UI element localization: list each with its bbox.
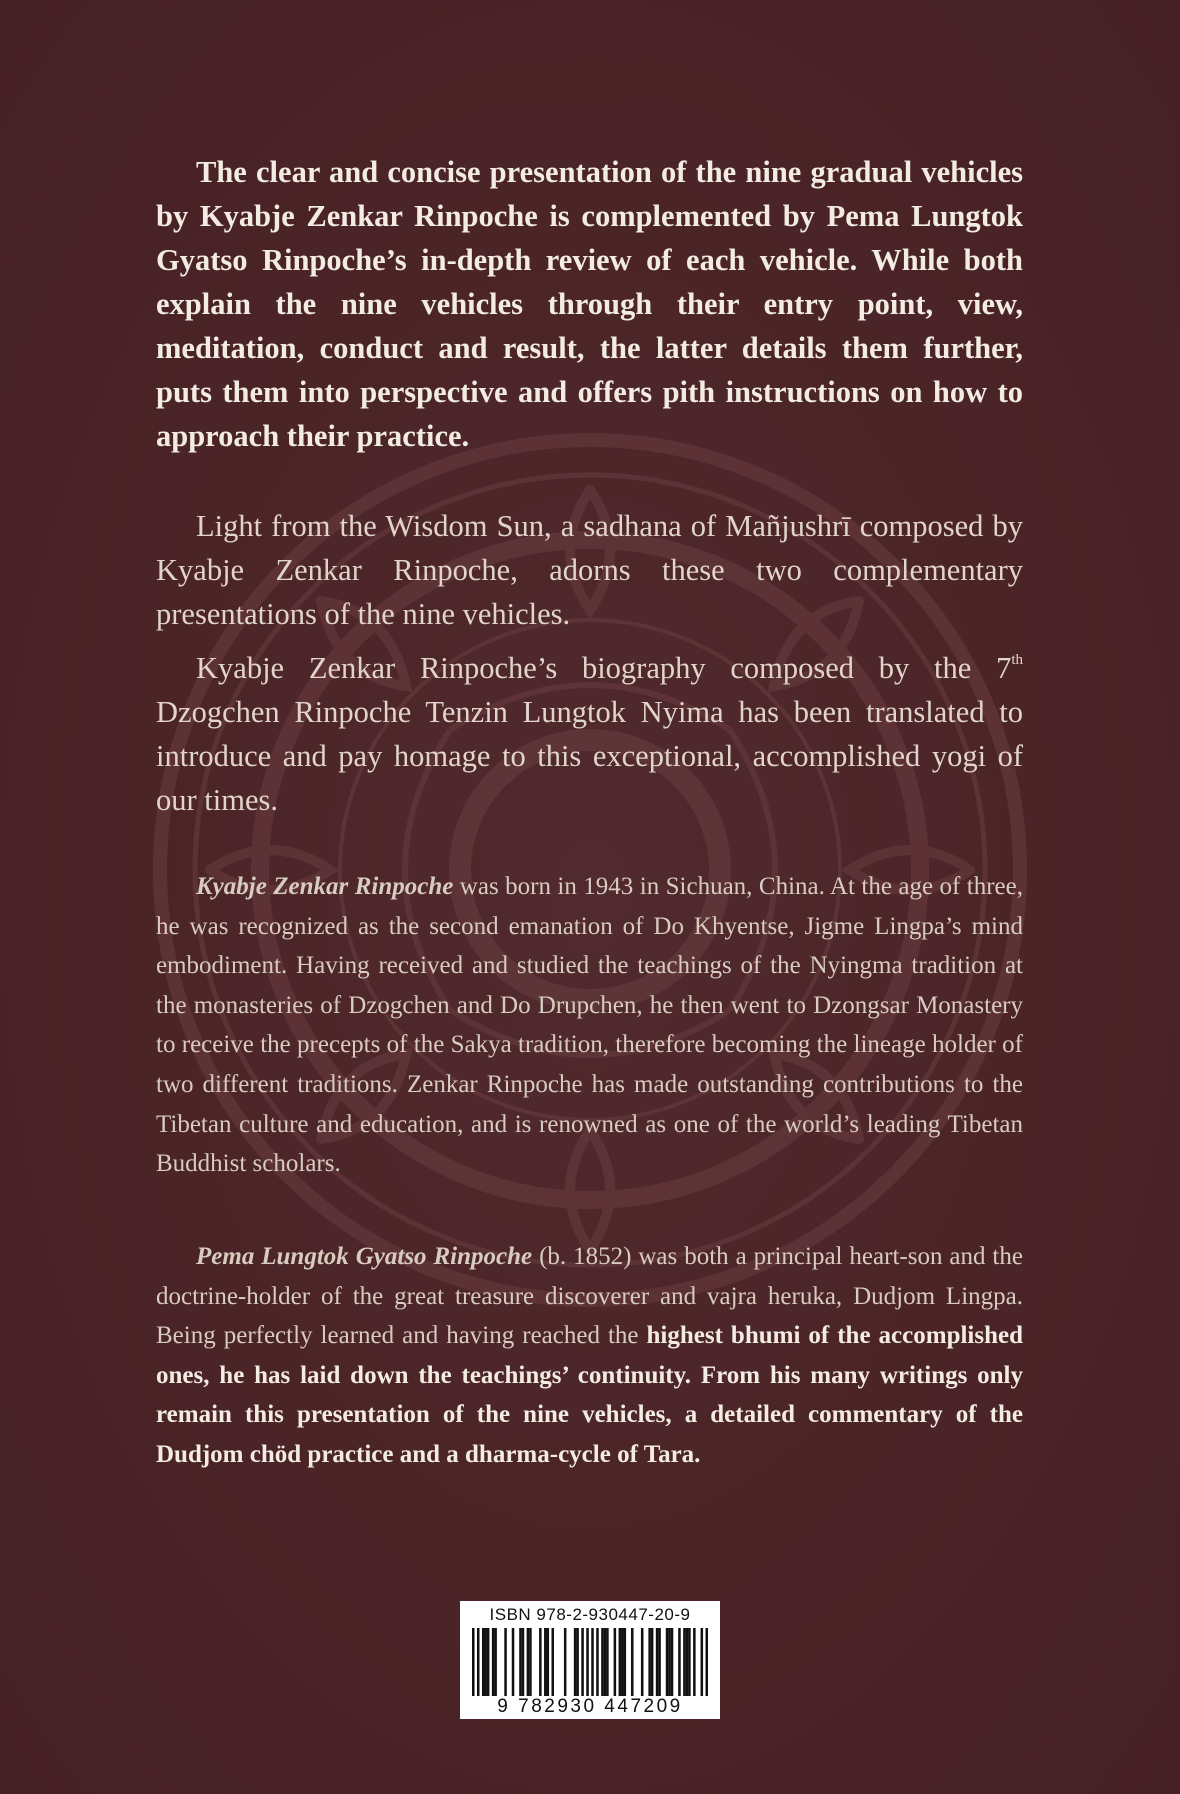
zenkar-bio-body: was born in 1943 in Sichuan, China. At the age of three, he was recognized as the second emanation of Do Khyentse, Jigme Lingpa’s mind embodiment. Having received and studied the teachings of the Nyingma tradition at the monasteries of Dzogchen and Do Drupchen, he then went to Dzongsar Monastery to receive the precepts of the Sakya tradition, therefore becoming the lineage holder of two different traditions. Zenkar Rinpoche has made outstanding contributions to the Tibetan culture and education, and is renowned as one of the world’s leading Tibetan Buddhist scholars. bbox=[156, 873, 1024, 1178]
barcode-bar bbox=[487, 1628, 490, 1696]
barcode-bar bbox=[596, 1628, 599, 1696]
barcode-bar bbox=[544, 1628, 547, 1696]
zenkar-biography-text bbox=[156, 867, 1023, 1184]
pema-bio-body: (b. 1852) was both a principal heart-son and the doctrine-holder of the great treasure discoverer and vajra heruka, Dudjom Lingpa. Being perfectly learned and having reached the bbox=[156, 1243, 1023, 1350]
barcode-bar bbox=[614, 1628, 617, 1696]
barcode-bar bbox=[624, 1628, 627, 1696]
barcode-bar bbox=[494, 1628, 497, 1696]
zenkar-biography bbox=[156, 867, 1023, 1184]
barcode-bar bbox=[706, 1628, 708, 1696]
intro-paragraph-3-text bbox=[156, 646, 1023, 822]
barcode-bar bbox=[601, 1628, 604, 1696]
zenkar-name: Kyabje Zenkar Rinpoche bbox=[196, 873, 454, 900]
barcode-bar bbox=[666, 1628, 669, 1696]
barcode-bar bbox=[606, 1628, 609, 1696]
barcode-bar bbox=[574, 1628, 577, 1696]
barcode-bar bbox=[484, 1628, 487, 1696]
barcode-bar bbox=[678, 1628, 681, 1696]
isbn-barcode bbox=[460, 1601, 720, 1719]
pema-biography bbox=[156, 1237, 1023, 1475]
barcode-bar bbox=[671, 1628, 674, 1696]
barcode-digits: 9 782930 447209 bbox=[497, 1696, 683, 1717]
barcode-bar bbox=[547, 1628, 550, 1696]
barcode-bar bbox=[586, 1628, 589, 1696]
barcode-bar bbox=[527, 1628, 530, 1696]
barcode-bar bbox=[658, 1628, 661, 1696]
intro-paragraph-2 bbox=[156, 504, 1023, 636]
barcode-bar bbox=[551, 1628, 554, 1696]
barcode-bar bbox=[651, 1628, 654, 1696]
barcode-bar bbox=[522, 1628, 525, 1696]
barcode-bar bbox=[472, 1628, 475, 1696]
barcode-bar bbox=[686, 1628, 689, 1696]
isbn-label: ISBN 978-2-930447-20-9 bbox=[489, 1605, 691, 1624]
barcode-bar bbox=[519, 1628, 522, 1696]
pema-bio-highlight: highest bhumi of the accomplished ones, he has laid down the teachings’ continuity. From his many writings only remain this presentation of the nine vehicles, a detailed commentary of the Dudjom chöd practice and a dharma-cycle of Tara. bbox=[156, 1322, 1024, 1468]
pema-biography-text bbox=[156, 1237, 1023, 1475]
barcode-bar bbox=[641, 1628, 644, 1696]
barcode-bar bbox=[581, 1628, 584, 1696]
barcode-bar bbox=[492, 1628, 495, 1696]
barcode-bar bbox=[621, 1628, 624, 1696]
barcode-bar bbox=[529, 1628, 532, 1696]
barcode-bar bbox=[477, 1628, 480, 1696]
barcode-bar bbox=[693, 1628, 696, 1696]
barcode-bars bbox=[472, 1628, 708, 1696]
barcode-bar bbox=[701, 1628, 704, 1696]
barcode-bar bbox=[648, 1628, 651, 1696]
intro-p3-end: Dzogchen Rinpoche Tenzin Lungtok Nyima has been translated to introduce and pay homage to this exceptional, accomplished yogi of our times. bbox=[156, 695, 1023, 817]
intro-paragraph-1-text: The clear and concise presentation of the nine gradual vehicles by Kyabje Zenkar Rinpoche is complemented by Pema Lungtok Gyatso Rinpoche’s in-depth review of each vehicle. While both explain the nine vehicles through their entry point, view, meditation, conduct and result, the latter details them further, puts them into perspective and offers pith instructions on how to approach their practice. bbox=[156, 155, 1023, 453]
barcode-bar bbox=[688, 1628, 691, 1696]
barcode-bar bbox=[619, 1628, 622, 1696]
barcode-bar bbox=[504, 1628, 507, 1696]
pema-name: Pema Lungtok Gyatso Rinpoche bbox=[196, 1243, 533, 1270]
barcode-bar bbox=[631, 1628, 634, 1696]
intro-paragraph-2-text: Light from the Wisdom Sun, a sadhana of Mañjushrī composed by Kyabje Zenkar Rinpoche, adorns these two complementary presentations of the nine vehicles. bbox=[156, 509, 1023, 631]
ordinal-superscript: th bbox=[1011, 652, 1023, 668]
barcode-bar bbox=[564, 1628, 567, 1696]
intro-paragraph-1 bbox=[156, 150, 1023, 458]
barcode-bar bbox=[539, 1628, 542, 1696]
barcode-bar bbox=[604, 1628, 607, 1696]
barcode-bar bbox=[668, 1628, 671, 1696]
barcode-bar bbox=[656, 1628, 659, 1696]
barcode-bar bbox=[482, 1628, 485, 1696]
intro-paragraph-3 bbox=[156, 646, 1023, 822]
barcode-bar bbox=[512, 1628, 515, 1696]
barcode-bar bbox=[576, 1628, 579, 1696]
barcode-bar bbox=[591, 1628, 594, 1696]
barcode-bar bbox=[683, 1628, 686, 1696]
intro-p3-start: Kyabje Zenkar Rinpoche’s biography composed by the 7 bbox=[196, 651, 1012, 685]
